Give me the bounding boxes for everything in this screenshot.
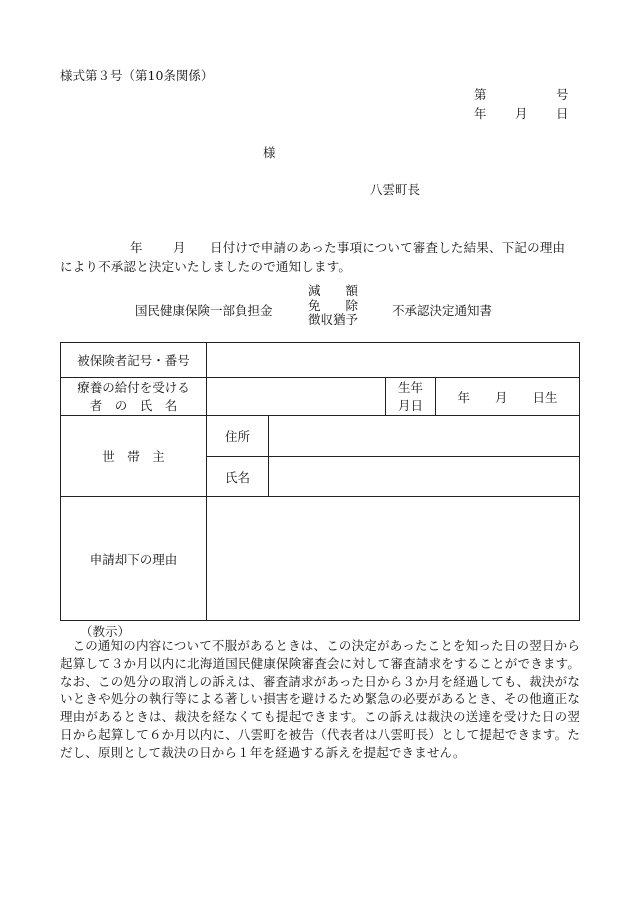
notice-title-right: 不承認決定通知書 xyxy=(392,303,493,318)
intro-date-year: 年 xyxy=(130,240,143,255)
rejection-reason-label: 申請却下の理由 xyxy=(61,497,207,621)
date-year-label: 年 xyxy=(474,106,487,121)
notice-title-left: 国民健康保険一部負担金 xyxy=(135,303,273,318)
birth-label-line1: 生年 xyxy=(397,379,423,395)
recipient-label-line1: 療養の給付を受ける xyxy=(77,379,190,395)
option-deferral: 徴収猶予 xyxy=(308,312,359,327)
birth-date-value: 年 月 日生 xyxy=(436,378,580,416)
doc-number-suffix: 号 xyxy=(556,87,569,102)
intro-line2: により不承認と決定いたしましたので通知します。 xyxy=(60,259,352,274)
instruction-body xyxy=(60,637,580,762)
address-label: 住所 xyxy=(207,416,269,457)
recipient-name-label xyxy=(61,378,207,416)
table-row xyxy=(61,343,580,378)
name-label: 氏名 xyxy=(207,457,269,497)
addressee-suffix: 様 xyxy=(263,145,276,160)
table-row xyxy=(61,497,580,621)
insured-number-value xyxy=(207,343,580,378)
date-day-label: 日 xyxy=(556,106,569,121)
table-row xyxy=(61,416,580,457)
householder-name-value xyxy=(269,457,580,497)
rejection-reason-value xyxy=(207,497,580,621)
insured-number-label: 被保険者記号・番号 xyxy=(61,343,207,378)
table-row xyxy=(61,378,580,416)
notice-title-options xyxy=(308,284,358,328)
birth-label-line2: 月日 xyxy=(397,397,423,413)
form-reference: 様式第３号（第10条関係） xyxy=(60,68,214,83)
householder-label: 世 帯 主 xyxy=(61,416,207,497)
option-reduction: 減 額 xyxy=(308,283,359,298)
instruction-text: この通知の内容について不服があるときは、この決定があったことを知った日の翌日から起算して３か月以内に北海道国民健康保険審査会に対して審査請求をすることができます。なお、この処分の取消しの訴えは、審査請求があった日から３か月を経過しても、裁決がないときや処分の執行等による著しい損害を避けるため緊急の必要があるとき、その他適正な理由があるときは、裁決を経なくても提起できます。この訴えは裁決の送達を受けた日の翌日から起算して６か月以内に、八雲町を被告（代表者は八雲町長）として提起できます。ただし、原則として裁決の日から１年を経過する訴えを提起できません。 xyxy=(60,638,580,760)
recipient-name-value xyxy=(207,378,386,416)
address-value xyxy=(269,416,580,457)
date-month-label: 月 xyxy=(515,106,528,121)
intro-date-month: 月 xyxy=(173,240,186,255)
option-exemption: 免 除 xyxy=(308,297,359,313)
recipient-label-line2: 者 の 氏 名 xyxy=(89,397,178,413)
notice-table xyxy=(60,342,580,621)
instruction-heading: （教示） xyxy=(80,624,131,639)
intro-line1: 日付けで申請のあった事項について審査した結果、下記の理由 xyxy=(210,240,566,255)
sender-name: 八雲町長 xyxy=(370,182,421,197)
birth-date-label xyxy=(386,378,436,416)
doc-number-prefix: 第 xyxy=(474,87,487,102)
